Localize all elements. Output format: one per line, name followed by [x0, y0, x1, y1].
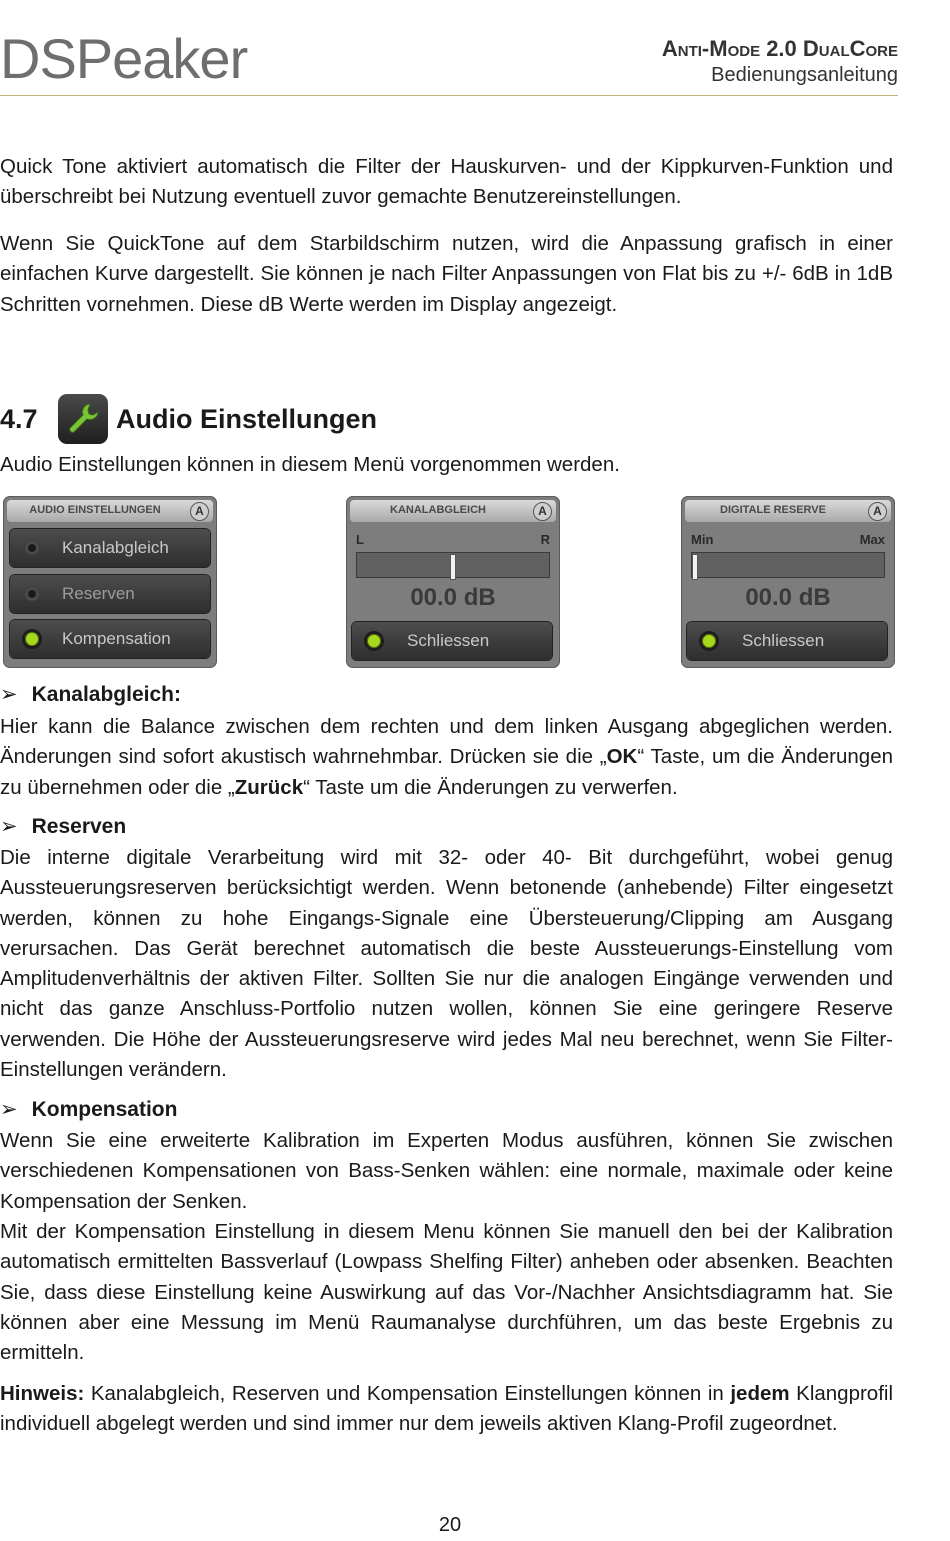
kompensation-text-2: Mit der Kompensation Einstellung in diesem Menu können Sie manuell den bei der Kalibration automatisch ermittelten Bassverlauf (Lowpass Shelfing Filter) anheben oder absenken. Beachten Sie, dass diese Einstellung keine Auswirkung auf das Vor-/Nachher Ansichtsdiagramm hat. Sie können aber eine Messung im Menü Raumanalyse durchführen, um das beste Ergebnis zu ermitteln. [0, 1220, 893, 1365]
section-intro: Audio Einstellungen können in diesem Menü vorgenommen werden. [0, 453, 620, 476]
balance-slider[interactable] [356, 552, 550, 578]
led-on-icon [702, 634, 716, 648]
text-fragment: “ Taste, um die Änderungen zu übernehmen oder die „ [0, 745, 893, 799]
bullet-heading-text: Kanalabgleich: [31, 683, 181, 706]
document-subtitle: Bedienungsanleitung [711, 64, 898, 86]
menu-item-label: Kompensation [62, 629, 171, 648]
bullet-heading-text: Reserven [31, 815, 127, 838]
reserven-text: Die interne digitale Verarbeitung wird mit 32- oder 40- Bit durchgeführt, wobei genug Aussteuerungsreserven berücksichtigt werden. Wenn betonende (anhebende) Filter eingesetzt werden, können zu hohe Eingangs-Signale eine Übersteuerung/Clipping am Ausgang verursachen. Das Gerät berechnet automatisch die beste Aussteuerungs-Einstellung vom Amplitudenverhältnis der aktiven Filter. Sollten Sie nur die analogen Eingänge verwenden und nicht das ganze Anschluss-Portfolio nutzen wollen, können Sie eine geringere Reserve verwenden. Die Höhe der Aussteuerungsreserve wird jedes Mal neu berechnet, wenn Sie Filter-Einstellungen verändern. [0, 846, 893, 1082]
emphasis-text: jedem [730, 1382, 790, 1405]
reserve-slider[interactable] [691, 552, 885, 578]
led-off-icon [25, 587, 39, 601]
close-button[interactable] [352, 622, 552, 660]
intro-paragraph-2: Wenn Sie QuickTone auf dem Starbildschirm nutzen, wird die Anpassung grafisch in einer einfachen Kurve dargestellt. Sie können je nach Filter Anpassungen von Flat bis zu +/- 6dB in 1dB Schritten vornehmen. Diese dB Werte werden im Display angezeigt. [0, 232, 893, 316]
panel-title-bar [685, 500, 891, 522]
a-badge-icon: A [868, 502, 887, 521]
a-badge-icon: A [533, 502, 552, 521]
close-button[interactable] [687, 622, 887, 660]
wrench-icon [58, 394, 108, 444]
max-label: Max [859, 532, 885, 547]
intro-paragraph-1: Quick Tone aktiviert automatisch die Filter der Hauskurven- und der Kippkurven-Funktion und überschreibt bei Nutzung eventuell zuvor gemachte Benutzereinstellungen. [0, 155, 893, 209]
min-label: Min [691, 532, 714, 547]
document-title [662, 36, 898, 88]
reserve-slider-thumb[interactable] [692, 554, 698, 580]
balance-value: 00.0 dB [410, 584, 496, 611]
zurueck-key-label: Zurück [234, 775, 304, 799]
close-button-label: Schliessen [407, 631, 490, 650]
led-on-icon [367, 634, 381, 648]
a-badge-icon: A [190, 502, 209, 521]
arrow-icon: ➢ [0, 683, 18, 706]
section-heading [0, 393, 377, 445]
reserve-value: 00.0 dB [745, 584, 831, 611]
menu-item-reserven[interactable] [10, 575, 210, 613]
text-fragment: Klangprofil individuell abgelegt werden und sind immer nur dem jeweils aktiven Klang-Profil zugeordnet. [0, 1382, 894, 1436]
menu-item-kanalabgleich[interactable] [10, 529, 210, 567]
product-name: Anti-Mode 2.0 DualCore [661, 36, 898, 61]
hinweis-paragraph [0, 1379, 893, 1440]
digitale-reserve-panel [681, 496, 895, 668]
text-fragment: Kanalabgleich, Reserven und Kompensation Einstellungen können in [84, 1382, 731, 1405]
right-channel-label: R [540, 532, 550, 547]
bullet-heading-kompensation [0, 1097, 177, 1122]
bullet-heading-reserven [0, 814, 126, 839]
text-fragment: Hier kann die Balance zwischen dem rechten und dem linken Ausgang abgeglichen werden. Änderungen sind sofort akustisch wahrnehmbar. Drücken sie die „ [0, 715, 893, 769]
bullet-heading-text: Kompensation [31, 1098, 178, 1121]
menu-item-label: Kanalabgleich [62, 538, 169, 557]
page-number: 20 [438, 1514, 462, 1536]
panel-title: KANALABGLEICH [390, 504, 486, 516]
led-off-icon [25, 541, 39, 555]
kanalabgleich-text [0, 712, 893, 803]
close-button-label: Schliessen [742, 631, 825, 650]
section-number: 4.7 [0, 403, 38, 434]
text-fragment: “ Taste um die Änderungen zu verwerfen. [303, 775, 678, 799]
menu-item-kompensation[interactable] [10, 620, 210, 658]
bullet-heading-kanalabgleich [0, 682, 181, 707]
panel-title-bar [350, 500, 556, 522]
left-channel-label: L [356, 532, 364, 547]
kompensation-text-1: Wenn Sie eine erweiterte Kalibration im Experten Modus ausführen, können Sie zwischen verschiedenen Kompensationen von Bass-Senken wählen: eine normale, maximale oder keine Kompensation der Senken. [0, 1129, 893, 1213]
ok-key-label: OK [606, 745, 638, 769]
panel-title-bar [7, 500, 213, 522]
audio-settings-panel [3, 496, 217, 668]
kanalabgleich-panel [346, 496, 560, 668]
arrow-icon: ➢ [0, 815, 18, 838]
panel-title: AUDIO EINSTELLUNGEN [29, 504, 161, 516]
menu-item-label: Reserven [62, 584, 135, 603]
balance-slider-thumb[interactable] [450, 554, 456, 580]
page-header [0, 0, 898, 96]
arrow-icon: ➢ [0, 1098, 18, 1121]
section-title: Audio Einstellungen [116, 403, 377, 434]
brand-logo: DSPeaker [0, 27, 248, 90]
panel-title: DIGITALE RESERVE [720, 504, 826, 516]
led-on-icon [25, 632, 39, 646]
hinweis-label: Hinweis: [0, 1382, 85, 1405]
